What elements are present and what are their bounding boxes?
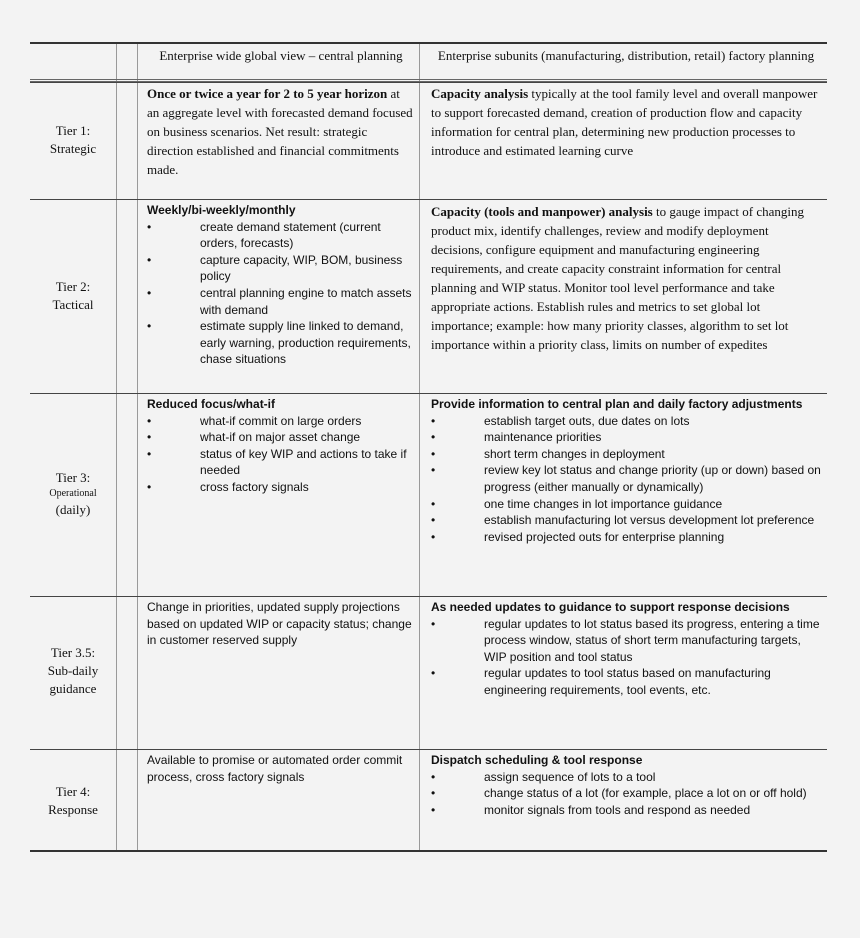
tier-name: Tactical [52,297,94,312]
strategic-subunit-text: typically at the tool family level and overall manpower to support forecasted demand, creation of production flow and capacity information for central plan, determining new production processes to introduce and estimated learning curve [431,86,818,158]
tactical-subunit-bold: Capacity (tools and manpower) analysis [431,204,653,219]
tactical-global-heading: Weekly/bi-weekly/monthly [147,203,296,217]
tactical-global-list [147,219,415,368]
list-item-text: what-if commit on large orders [200,413,362,428]
bullet-icon: • [147,479,152,494]
tier-label-cell [30,597,117,749]
column-spacer [117,394,138,596]
tier-name-2: guidance [49,681,97,696]
bullet-icon: • [147,413,152,428]
bullet-icon: • [431,529,436,544]
list-item [431,446,821,463]
column-spacer [117,44,138,82]
list-item-text: regular updates to tool status based on manufacturing engineering requirements, tool events, etc. [484,666,771,697]
list-item-text: central planning engine to match assets with demand [200,285,412,317]
list-item [147,479,415,496]
list-item [431,429,821,446]
column-spacer [117,750,138,850]
response-global-cell [143,750,419,850]
strategic-subunit-bold: Capacity analysis [431,86,529,101]
list-item [431,462,821,495]
tier-number: Tier 1: [55,123,91,138]
tactical-global-cell [143,200,419,393]
list-item [147,413,415,430]
list-item-text: regular updates to lot status based its progress, entering a time process window, status of short term manufacturing targets, WIP position and tool status [484,616,820,664]
response-subunit-list [431,769,821,819]
list-item-text: short term changes in deployment [484,446,665,461]
subdaily-subunit-cell [427,597,825,749]
operational-subunit-cell [427,394,825,596]
bullet-icon: • [147,285,152,300]
tier-number: Tier 3: [55,470,91,485]
tactical-subunit-cell [427,200,825,393]
operational-subunit-list [431,413,821,546]
list-item-text: status of key WIP and actions to take if needed [200,446,407,478]
list-item [431,665,821,698]
bullet-icon: • [147,446,152,461]
list-item [147,318,415,368]
list-item [147,429,415,446]
list-item-text: establish target outs, due dates on lots [484,413,690,428]
bullet-icon: • [431,769,436,784]
bullet-icon: • [431,616,436,631]
table-row-operational [30,393,827,596]
strategic-global-bold: Once or twice a year for 2 to 5 year horizon [147,86,388,101]
tier-label-cell [30,83,117,199]
list-item-text: review key lot status and change priority (up or down) based on progress (either manually or dynamically) [484,463,821,494]
tier-name: Operational [49,488,97,499]
list-item-text: change status of a lot (for example, place a lot on or off hold) [484,786,807,801]
tier-number: Tier 3.5: [50,645,96,660]
tier-number: Tier 4: [55,784,91,799]
list-item [431,413,821,430]
tier-frequency: (daily) [55,502,91,517]
tier-label-cell [30,394,117,596]
operational-global-heading: Reduced focus/what-if [147,397,276,411]
tier-name: Response [48,802,98,817]
tier-name: Strategic [49,141,97,156]
list-item [147,446,415,479]
list-item-text: create demand statement (current orders, forecasts) [200,219,381,251]
list-item [147,252,415,285]
response-subunit-heading: Dispatch scheduling & tool response [431,753,643,767]
list-item [431,496,821,513]
list-item [147,219,415,252]
list-item [431,769,821,786]
tier-label-cell [30,750,117,850]
list-item-text: cross factory signals [200,479,309,494]
list-item-text: maintenance priorities [484,430,602,445]
column-spacer [117,83,138,199]
bullet-icon: • [431,463,436,478]
table-header-row [30,44,827,82]
bullet-icon: • [431,446,436,461]
list-item-text: establish manufacturing lot versus development lot preference [484,513,815,528]
bullet-icon: • [431,513,436,528]
subdaily-global-cell [143,597,419,749]
list-item [431,529,821,546]
operational-global-list [147,413,415,496]
strategic-global-cell [143,83,419,199]
table-row-strategic [30,82,827,199]
table-row-tactical [30,199,827,393]
list-item-text: what-if on major asset change [200,430,361,445]
bullet-icon: • [431,802,436,817]
column-spacer [117,597,138,749]
header-subunits: Enterprise subunits (manufacturing, distribution, retail) factory planning [437,48,815,63]
table-row-response [30,749,827,850]
strategic-global-text: at an aggregate level with forecasted demand focused on business scenarios. Net result: strategic direction established and financial commitments made. [147,86,413,177]
tier-label-cell [30,200,117,393]
response-global-text: Available to promise or automated order commit process, cross factory signals [147,753,403,784]
operational-global-cell [143,394,419,596]
bullet-icon: • [431,666,436,681]
list-item-text: one time changes in lot importance guidance [484,496,723,511]
tier-name: Sub-daily [47,663,99,678]
list-item-text: monitor signals from tools and respond as needed [484,802,751,817]
bullet-icon: • [147,252,152,267]
bullet-icon: • [147,219,152,234]
bullet-icon: • [431,496,436,511]
planning-tiers-table [30,42,827,852]
response-subunit-cell [427,750,825,850]
subdaily-global-text: Change in priorities, updated supply projections based on updated WIP or capacity status; change in customer reserved supply [147,600,412,648]
subdaily-subunit-list [431,616,821,699]
list-item-text: capture capacity, WIP, BOM, business policy [200,252,403,284]
operational-subunit-heading: Provide information to central plan and daily factory adjustments [431,397,803,411]
tier-number: Tier 2: [55,279,91,294]
subdaily-subunit-heading: As needed updates to guidance to support response decisions [431,600,790,614]
list-item [431,512,821,529]
strategic-subunit-cell [427,83,825,199]
list-item-text: assign sequence of lots to a tool [484,769,656,784]
header-empty-cell [30,44,117,82]
list-item-text: revised projected outs for enterprise planning [484,529,725,544]
tactical-subunit-text: to gauge impact of changing product mix, identify challenges, review and modify deployment decisions, configure equipment and manufacturing engineering requirements, and create capacity constraint information for central planning and WIP status. Monitor tool level performance and take appropriate actions. Establish rules and metrics to set global lot importance; example: how many priority classes, algorithm to set lot importance within a priority class, limits on number of expedites [431,204,805,352]
bullet-icon: • [431,413,436,428]
bullet-icon: • [147,430,152,445]
bullet-icon: • [431,786,436,801]
list-item-text: estimate supply line linked to demand, early warning, production requirements, chase situations [200,319,411,367]
bullet-icon: • [147,319,152,334]
list-item [147,285,415,318]
table-row-subdaily [30,596,827,749]
list-item [431,802,821,819]
column-spacer [117,200,138,393]
list-item [431,616,821,666]
header-global-view: Enterprise wide global view – central planning [159,48,403,63]
bullet-icon: • [431,430,436,445]
list-item [431,785,821,802]
